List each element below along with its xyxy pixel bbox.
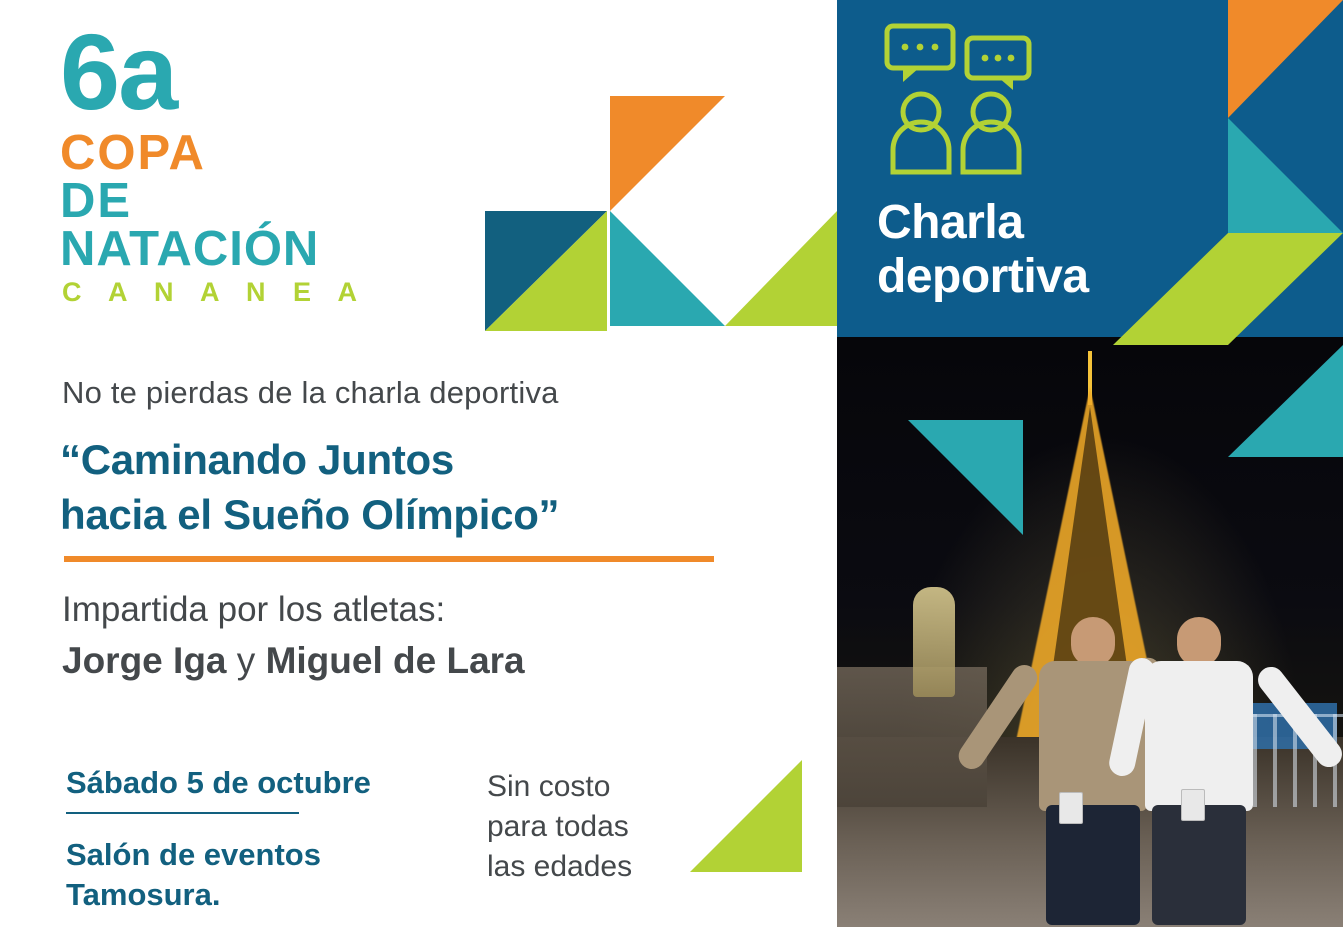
charla-title	[877, 196, 1089, 304]
free-note-line-3: las edades	[487, 849, 633, 883]
blue-divider	[66, 812, 299, 814]
free-admission-note	[487, 767, 632, 887]
orange-divider	[64, 556, 714, 562]
athletes-conjunction: y	[236, 640, 256, 681]
decor-triangle-teal-3	[1228, 345, 1343, 457]
lead-text: No te pierdas de la charla deportiva	[62, 375, 559, 410]
logo-copa: COPA	[60, 126, 206, 180]
decor-triangle-green-4	[1228, 233, 1343, 345]
head	[1177, 617, 1221, 667]
athlete-name-1: Jorge Iga	[62, 640, 227, 681]
decor-triangle-green-2	[485, 211, 607, 331]
event-logo	[60, 11, 480, 308]
venue-line-2: Tamosura.	[66, 876, 221, 912]
free-note-line-1: Sin costo	[487, 770, 611, 803]
decor-triangle-green-1	[725, 211, 837, 326]
decor-triangle-teal-2	[1228, 118, 1343, 233]
accreditation-badge	[1059, 792, 1083, 824]
charla-title-line-1: Charla	[877, 196, 1024, 249]
golden-statue	[913, 587, 955, 697]
free-note-line-2: para todas	[487, 809, 629, 843]
logo-cananea: C A N A N E A	[62, 276, 367, 307]
head	[1071, 617, 1115, 667]
decor-triangle-orange-2	[1228, 0, 1343, 118]
decor-triangle-orange-1	[610, 96, 725, 211]
stone-balustrade	[837, 667, 987, 807]
athlete-name-2: Miguel de Lara	[265, 640, 525, 681]
talk-title-line-2: hacia el Sueño Olímpico”	[60, 491, 560, 539]
decor-triangle-teal-4	[908, 420, 1023, 535]
logo-natacion: NATACIÓN	[60, 221, 320, 276]
legs	[1152, 805, 1246, 925]
talk-title-line-1: “Caminando Juntos	[60, 436, 454, 483]
athletes-line	[62, 640, 525, 682]
talk-title	[60, 432, 559, 543]
event-date: Sábado 5 de octubre	[66, 765, 371, 800]
athlete-figure-right	[1129, 617, 1269, 927]
venue-line-1: Salón de eventos	[66, 837, 321, 872]
decor-triangle-green-5	[1113, 233, 1228, 345]
logo-edition: 6a	[60, 11, 177, 132]
decor-triangle-teal-1	[610, 211, 725, 326]
given-by-label: Impartida por los atletas:	[62, 590, 446, 629]
logo-de: DE	[60, 173, 133, 228]
decor-triangle-green-3	[690, 760, 802, 872]
charla-title-line-2: deportiva	[877, 250, 1089, 304]
accreditation-badge	[1181, 789, 1205, 821]
speech-bubbles-people-icon	[881, 20, 1051, 180]
event-venue	[66, 835, 321, 914]
